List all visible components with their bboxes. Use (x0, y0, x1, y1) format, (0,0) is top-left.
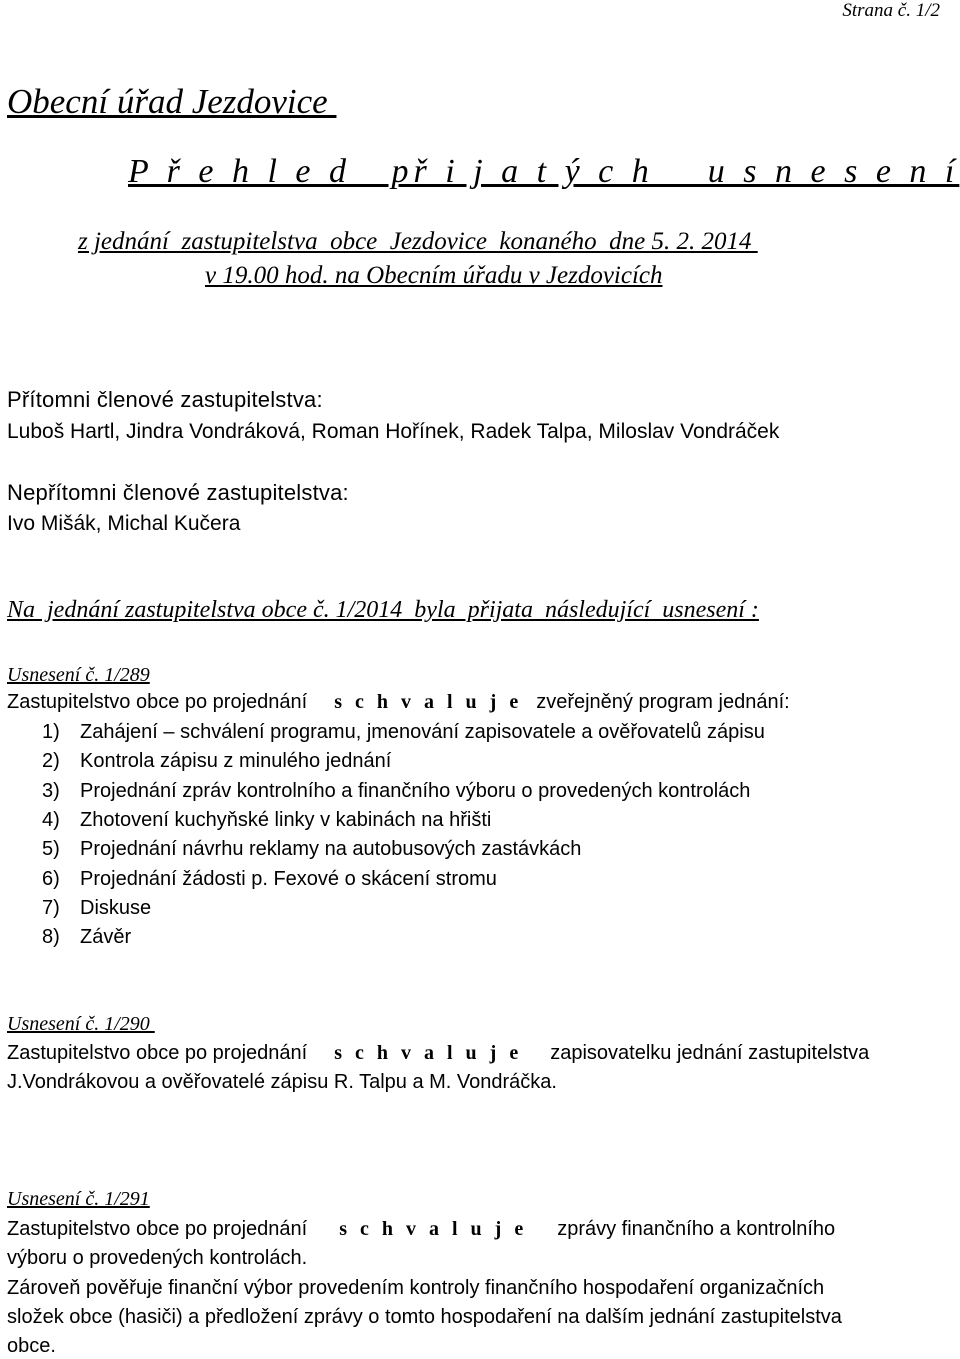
resolution-statement (7, 1042, 869, 1065)
resolution-title: Usnesení č. 1/291 (7, 1188, 150, 1210)
resolution-title: Usnesení č. 1/289 (7, 664, 150, 686)
program-item: 6) Projednání žádosti p. Fexové o skácení stromu (42, 868, 497, 890)
statement-verb: s c h v a l u j e (339, 1218, 528, 1240)
meeting-subtitle-line-1: z jednání zastupitelstva obce Jezdovice konaného dne 5. 2. 2014 (78, 228, 758, 255)
program-item: 5) Projednání návrhu reklamy na autobusových zastávkách (42, 838, 582, 860)
statement-prefix: Zastupitelstvo obce po projednání (7, 691, 308, 713)
resolution-continuation: J.Vondrákovou a ověřovatelé zápisu R. Talpu a M. Vondráčka. (7, 1071, 557, 1093)
program-item: 3) Projednání zpráv kontrolního a finančního výboru o provedených kontrolách (42, 780, 751, 802)
statement-prefix: Zastupitelstvo obce po projednání (7, 1042, 308, 1064)
statement-verb: s c h v a l u j e (334, 1042, 523, 1064)
statement-suffix: zprávy finančního a kontrolního (557, 1218, 836, 1240)
page-number: Strana č. 1/2 (842, 0, 940, 21)
resolutions-intro: Na jednání zastupitelstva obce č. 1/2014 byla přijata následující usnesení : (7, 597, 759, 623)
resolution-note-line: složek obce (hasiči) a předložení zprávy o tomto hospodaření na dalším jednání zastupitelstva (7, 1306, 842, 1328)
resolution-note-line: Zároveň pověřuje finanční výbor provedením kontroly finančního hospodaření organizačních (7, 1277, 825, 1299)
program-item: 2) Kontrola zápisu z minulého jednání (42, 750, 392, 772)
resolution-statement (7, 691, 790, 714)
resolution-statement (7, 1218, 835, 1241)
program-item: 4) Zhotovení kuchyňské linky v kabinách na hřišti (42, 809, 492, 831)
statement-verb: s c h v a l u j e (334, 691, 523, 713)
office-title: Obecní úřad Jezdovice (7, 82, 337, 121)
present-members-label: Přítomni členové zastupitelstva: (7, 387, 323, 412)
statement-suffix: zveřejněný program jednání: (536, 691, 790, 713)
resolution-note-line: obce. (7, 1335, 56, 1357)
program-item: 8) Závěr (42, 926, 132, 948)
resolution-title: Usnesení č. 1/290 (7, 1013, 155, 1035)
document-heading: P ř e h l e d př i j a t ý c h u s n e s e n í (128, 153, 960, 190)
absent-members-label: Nepřítomni členové zastupitelstva: (7, 480, 349, 505)
statement-suffix: zapisovatelku jednání zastupitelstva (550, 1042, 870, 1064)
resolution-continuation: výboru o provedených kontrolách. (7, 1247, 308, 1269)
program-item: 7) Diskuse (42, 897, 152, 919)
program-item: 1) Zahájení – schválení programu, jmenování zapisovatele a ověřovatelů zápisu (42, 721, 765, 743)
present-members-names: Luboš Hartl, Jindra Vondráková, Roman Hořínek, Radek Talpa, Miloslav Vondráček (7, 420, 780, 443)
meeting-subtitle-line-2: v 19.00 hod. na Obecním úřadu v Jezdovicích (205, 262, 663, 289)
statement-prefix: Zastupitelstvo obce po projednání (7, 1218, 308, 1240)
absent-members-names: Ivo Mišák, Michal Kučera (7, 512, 241, 535)
